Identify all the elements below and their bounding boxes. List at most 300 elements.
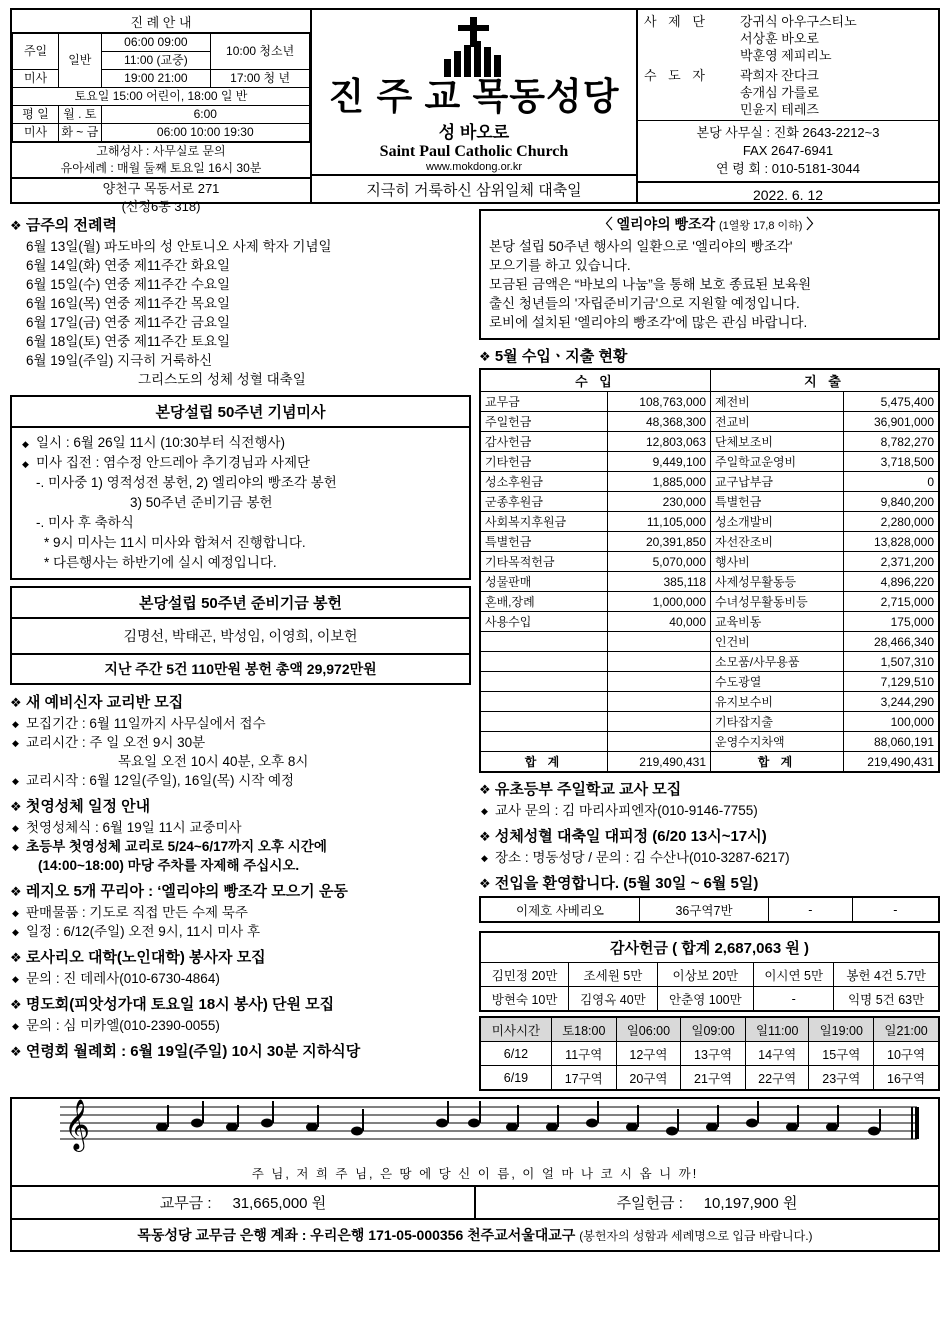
schedule-header-cell: 미사시간: [480, 1017, 551, 1042]
weekday-label: 평 일: [13, 106, 59, 124]
section-label: 첫영성체 일정 안내: [25, 798, 151, 815]
sunday-school-title: [479, 778, 940, 799]
table-row: [481, 963, 938, 987]
weekly-calendar-label: 금주의 전례력: [25, 217, 117, 234]
thanks-cell: 방현숙 10만: [481, 987, 569, 1011]
list-item: -. 미사중 1) 영적성전 봉헌, 2) 엘리야의 빵조각 봉헌: [36, 475, 337, 490]
mass-time-3: 19:00 21:00: [101, 70, 211, 88]
expense-name: 행사비: [711, 552, 844, 572]
schedule-header-cell: 일06:00: [616, 1017, 681, 1042]
bulletin-body: [10, 209, 940, 1091]
table-header-row: [480, 1017, 939, 1042]
income-name: 성소후원금: [480, 472, 608, 492]
expense-amount: 4,896,220: [844, 572, 940, 592]
expense-amount: 2,715,000: [844, 592, 940, 612]
list-item: 6월 13일(월) 파도바의 성 안토니오 사제 학자 기념일: [26, 239, 332, 254]
transfer-table: [479, 896, 940, 923]
income-name: 교무금: [480, 392, 608, 412]
anniversary-mass-body: [12, 428, 469, 578]
income-name: [480, 692, 608, 712]
diamond-bullet-icon: ❖: [479, 349, 491, 364]
income-name: 사용수입: [480, 612, 608, 632]
thanks-cell: 김영옥 40만: [569, 987, 657, 1011]
finance-section-title: [479, 345, 940, 366]
income-amount: 11,105,000: [608, 512, 711, 532]
list-item: ◆ 일정 : 6/12(주일) 오전 9시, 11시 미사 후: [10, 922, 471, 941]
section-label: 성체성혈 대축일 대피정 (6/20 13시~17시): [494, 828, 767, 845]
weekday-label-2: 미사: [13, 124, 59, 142]
office-contact: [638, 120, 938, 181]
rosario-section-title: [10, 946, 471, 967]
expense-name: 제전비: [711, 392, 844, 412]
diamond-bullet-icon: ❖: [10, 218, 22, 233]
sunday-offering-value: 10,197,900 원: [703, 1195, 798, 1212]
schedule-header-cell: 일21:00: [874, 1017, 939, 1042]
weekday-time-1: 6:00: [101, 106, 309, 124]
expense-name: 전교비: [711, 412, 844, 432]
income-amount: [608, 672, 711, 692]
table-row: [480, 432, 939, 452]
weekly-calendar-title: [10, 214, 471, 235]
retreat-list: [479, 848, 940, 867]
list-item: 그리스도의 성체 성혈 대축일: [138, 372, 306, 387]
mass-time-2: 11:00 (교중): [101, 52, 211, 70]
income-name: 혼배,장례: [480, 592, 608, 612]
table-row: [480, 692, 939, 712]
anniversary-mass-list: [20, 433, 461, 573]
income-amount: 5,070,000: [608, 552, 711, 572]
table-row: [13, 70, 310, 88]
expense-amount: 3,244,290: [844, 692, 940, 712]
income-amount: 40,000: [608, 612, 711, 632]
first-communion-list: [10, 818, 471, 875]
expense-amount: 2,280,000: [844, 512, 940, 532]
thanks-cell: 봉헌 4건 5.7만: [834, 963, 938, 987]
table-row: [13, 34, 310, 52]
anniversary-mass-title: 본당설립 50주년 기념미사: [12, 397, 469, 428]
schedule-header-cell: 토18:00: [551, 1017, 616, 1042]
table-row: [13, 106, 310, 124]
schedule-cell: 22구역: [745, 1066, 809, 1091]
income-amount: [608, 692, 711, 712]
left-column: [10, 209, 471, 1091]
list-item: ◆ 미사 집전 : 염수정 안드레아 추기경님과 사제단: [20, 453, 461, 473]
spacer: [644, 30, 740, 47]
confession-note: 고해성사 : 사무실로 문의: [12, 142, 310, 160]
bulletin-header: [10, 8, 940, 214]
rosario-list: [10, 969, 471, 988]
clergy-group-religious: [644, 67, 932, 84]
clergy-label-priests: 사 제 단: [644, 14, 709, 29]
elijah-bread-line: 본당 설립 50주년 행사의 일환으로 '엘리야의 빵조각': [489, 239, 793, 254]
schedule-cell: 16구역: [874, 1066, 939, 1091]
schedule-header-cell: 일11:00: [745, 1017, 809, 1042]
church-address-line1: 양천구 목동서로 271: [12, 177, 310, 199]
schedule-cell: 21구역: [681, 1066, 746, 1091]
mass-time-young-adult: 17:00 청 년: [211, 70, 310, 88]
legion-list: [10, 903, 471, 941]
expense-name: 운영수지차액: [711, 732, 844, 752]
myeongdohoe-section-title: [10, 993, 471, 1014]
table-row: [480, 412, 939, 432]
feast-title: 지극히 거룩하신 삼위일체 대축일: [312, 174, 636, 202]
elijah-bread-line: 모으기를 하고 있습니다.: [489, 258, 631, 273]
income-amount: 108,763,000: [608, 392, 711, 412]
list-item: ◆ 교리시작 : 6월 12일(주일), 16일(목) 시작 예정: [10, 771, 471, 790]
first-communion-section-title: [10, 795, 471, 816]
bank-account-row: [10, 1220, 940, 1252]
income-name: [480, 652, 608, 672]
schedule-cell: 15구역: [809, 1042, 874, 1066]
sunday-offering-label: 주일헌금 :: [616, 1195, 683, 1212]
income-amount: [608, 652, 711, 672]
table-header-row: [480, 369, 939, 392]
church-name-english: Saint Paul Catholic Church: [379, 143, 569, 160]
income-name: 기타헌금: [480, 452, 608, 472]
income-name: 사회복지후원금: [480, 512, 608, 532]
catechumen-list: [10, 714, 471, 790]
table-row: [480, 552, 939, 572]
table-row: [480, 672, 939, 692]
weekday-time-2: 06:00 10:00 19:30: [101, 124, 309, 142]
list-item: 목요일 오전 10시 40분, 오후 8시: [118, 754, 309, 769]
income-amount: 1,885,000: [608, 472, 711, 492]
weekly-calendar-list: [10, 237, 471, 389]
elijah-bread-title-end: 〉: [806, 216, 821, 232]
income-amount: 12,803,063: [608, 432, 711, 452]
expense-name: 단체보조비: [711, 432, 844, 452]
section-label: 전입을 환영합니다. (5월 30일 ~ 6월 5일): [494, 875, 759, 892]
list-item: 6월 17일(금) 연중 제11주간 금요일: [26, 315, 230, 330]
schedule-cell: 12구역: [616, 1042, 681, 1066]
income-amount: 230,000: [608, 492, 711, 512]
section-label: 로사리오 대학(노인대학) 봉사자 모집: [25, 949, 266, 966]
diamond-bullet-icon: ❖: [10, 695, 22, 710]
elijah-bread-line: 모금된 금액은 “바보의 나눔”을 통해 보호 종료된 보육원: [489, 277, 812, 292]
list-item: ◆ 교사 문의 : 김 마리사피엔자(010-9146-7755): [479, 801, 940, 820]
expense-header: 지 출: [711, 369, 940, 392]
clergy-row: [644, 30, 932, 47]
section-label: 연령회 월례회 : 6월 19일(주일) 10시 30분 지하식당: [25, 1043, 361, 1060]
expense-amount: 8,782,270: [844, 432, 940, 452]
table-row: [13, 88, 310, 106]
thanks-cell: 김민정 20만: [481, 963, 569, 987]
spacer: [644, 84, 740, 101]
elijah-bread-citation: (1열왕 17,8 이하): [718, 220, 803, 232]
schedule-cell: 11구역: [551, 1042, 616, 1066]
list-item: ◆ 판매물품 : 기도로 직접 만든 수제 묵주: [10, 903, 471, 922]
table-row: [480, 712, 939, 732]
clergy-priest-3: 박훈영 제피리노: [740, 48, 832, 63]
table-row: [481, 987, 938, 1011]
income-header: 수 입: [480, 369, 711, 392]
schedule-header-cell: 일19:00: [809, 1017, 874, 1042]
fund-offering-title: 본당설립 50주년 준비기금 봉헌: [12, 588, 469, 619]
income-amount: [608, 632, 711, 652]
mass-label-misa: 미사: [13, 70, 59, 88]
mass-time-youth: 10:00 청소년: [211, 34, 310, 70]
fund-offering-box: [10, 586, 471, 685]
thanks-cell: 조세원 5만: [569, 963, 657, 987]
table-row: [480, 612, 939, 632]
expense-name: 주일학교운영비: [711, 452, 844, 472]
table-row: [480, 1066, 939, 1091]
table-row: [480, 732, 939, 752]
schedule-cell: 23구역: [809, 1066, 874, 1091]
religious-1: 곽희자 잔다크: [740, 68, 819, 83]
fund-offering-total: 지난 주간 5건 110만원 봉헌 총액 29,972만원: [12, 653, 469, 683]
income-total-amount: 219,490,431: [608, 752, 711, 773]
expense-amount: 1,507,310: [844, 652, 940, 672]
income-amount: 48,368,300: [608, 412, 711, 432]
sunday-school-list: [479, 801, 940, 820]
income-name: [480, 632, 608, 652]
legion-section-title: [10, 880, 471, 901]
income-name: 성물판매: [480, 572, 608, 592]
church-address-line2: (신정6동 318): [121, 199, 201, 214]
transfer-welcome-title: [479, 872, 940, 893]
schedule-header-cell: 일09:00: [681, 1017, 746, 1042]
bulletin-date: 2022. 6. 12: [638, 181, 938, 207]
yeonryeonghoe-meeting-title: [10, 1040, 471, 1061]
section-label: 5월 수입ㆍ지출 현황: [494, 348, 628, 365]
diamond-bullet-icon: ❖: [479, 876, 491, 891]
church-logo-icon: [384, 15, 564, 77]
schedule-cell: 17구역: [551, 1066, 616, 1091]
section-label: 유초등부 주일학교 교사 모집: [494, 781, 682, 798]
clergy-priest-2: 서상훈 바오로: [740, 31, 819, 46]
schedule-cell: 13구역: [681, 1042, 746, 1066]
thanks-cell: -: [754, 987, 834, 1011]
anniversary-mass-box: [10, 395, 471, 580]
income-amount: 9,449,100: [608, 452, 711, 472]
table-row: [480, 472, 939, 492]
mass-schedule-title: 진 례 안 내: [12, 10, 310, 33]
expense-amount: 5,475,400: [844, 392, 940, 412]
offering-summary: [10, 1187, 940, 1220]
transfer-district: 36구역7반: [640, 897, 769, 922]
treble-clef-icon: 𝄞: [64, 1099, 91, 1150]
income-amount: 1,000,000: [608, 592, 711, 612]
expense-name: 수녀성무활동비등: [711, 592, 844, 612]
weekday-days-1: 월 . 토: [59, 106, 101, 124]
list-item: 6월 16일(목) 연중 제11주간 목요일: [26, 296, 230, 311]
office-fax: FAX 2647-6941: [742, 143, 834, 158]
table-row: [480, 452, 939, 472]
table-row: [13, 124, 310, 142]
expense-total-label: 합 계: [711, 752, 844, 773]
expense-name: 소모품/사무용품: [711, 652, 844, 672]
income-name: [480, 712, 608, 732]
table-row: [480, 532, 939, 552]
expense-name: 자선잔조비: [711, 532, 844, 552]
list-item: ◆ 일시 : 6월 26일 11시 (10:30부터 식전행사): [20, 433, 461, 453]
expense-name: 특별헌금: [711, 492, 844, 512]
income-name: 기타목적헌금: [480, 552, 608, 572]
list-item: ◆ 초등부 첫영성체 교리로 5/24~6/17까지 오후 시간에: [10, 837, 471, 856]
thanks-offering-title: 감사헌금 ( 합계 2,687,063 원 ): [481, 933, 938, 963]
income-name: [480, 672, 608, 692]
table-row: [480, 1042, 939, 1066]
income-name: 특별헌금: [480, 532, 608, 552]
schedule-date: 6/12: [480, 1042, 551, 1066]
expense-name: 기타잡지출: [711, 712, 844, 732]
church-website[interactable]: www.mokdong.or.kr: [426, 161, 522, 173]
table-row: [480, 572, 939, 592]
clergy-label-religious: 수 도 자: [644, 68, 709, 83]
expense-name: 유지보수비: [711, 692, 844, 712]
expense-name: 교육비동: [711, 612, 844, 632]
clergy-row: [644, 47, 932, 64]
thanks-cell: 익명 5건 63만: [834, 987, 938, 1011]
income-amount: [608, 732, 711, 752]
table-total-row: [480, 752, 939, 773]
expense-name: 인건비: [711, 632, 844, 652]
diamond-bullet-icon: ❖: [479, 829, 491, 844]
thanks-cell: 이상보 20만: [657, 963, 754, 987]
section-label: 새 예비신자 교리반 모집: [25, 694, 184, 711]
baptism-note: 유아세례 : 매월 둘째 토요일 16시 30분: [60, 161, 262, 175]
section-label: 명도회(피앗성가대 토요일 18시 봉사) 단원 모집: [25, 996, 335, 1013]
list-item: ◆ 문의 : 진 데레사(010-6730-4864): [10, 969, 471, 988]
expense-name: 교구납부금: [711, 472, 844, 492]
list-item: -. 미사 후 축하식: [36, 515, 134, 530]
list-item: ◆ 모집기간 : 6월 11일까지 사무실에서 접수: [10, 714, 471, 733]
diamond-bullet-icon: ❖: [10, 997, 22, 1012]
table-row: [480, 632, 939, 652]
table-row: [480, 652, 939, 672]
expense-total-amount: 219,490,431: [844, 752, 940, 773]
mass-day-sunday: 주일: [13, 34, 59, 70]
thanks-cell: 안춘영 100만: [657, 987, 754, 1011]
church-name: 진 주 교 목동성당: [328, 76, 620, 117]
office-phone: 본당 사무실 : 진화 2643-2212~3: [696, 125, 880, 140]
retreat-title: [479, 825, 940, 846]
income-amount: [608, 712, 711, 732]
income-name: [480, 732, 608, 752]
clergy-group-priests: [644, 13, 932, 30]
religious-2: 송개심 가를로: [740, 85, 819, 100]
list-item: 6월 19일(주일) 지극히 거룩하신: [26, 353, 213, 368]
expense-amount: 0: [844, 472, 940, 492]
expense-amount: 3,718,500: [844, 452, 940, 472]
diamond-bullet-icon: ❖: [10, 1044, 22, 1059]
income-amount: 385,118: [608, 572, 711, 592]
list-item: (14:00~18:00) 마당 주차를 자제해 주십시오.: [38, 858, 300, 873]
list-item: 3) 50주년 준비기금 봉헌: [130, 495, 273, 510]
gyomugeum-summary: [12, 1187, 476, 1218]
income-total-label: 합 계: [480, 752, 608, 773]
expense-amount: 175,000: [844, 612, 940, 632]
fund-offering-names: 김명선, 박태곤, 박성임, 이영희, 이보헌: [123, 628, 358, 644]
section-label: 레지오 5개 꾸리아 : ‘엘리야의 빵조각 모으기 운동: [25, 883, 348, 900]
table-row: [480, 512, 939, 532]
bank-account-note: (봉헌자의 성함과 세례명으로 입금 바랍니다.): [579, 1229, 813, 1243]
church-identity-panel: [312, 10, 638, 202]
income-name: 감사헌금: [480, 432, 608, 452]
church-patron: 성 바오로: [438, 123, 510, 142]
thanks-cell: 이시연 5만: [754, 963, 834, 987]
spacer: [644, 47, 740, 64]
hymn-lyrics: 주 님, 저 희 주 님, 은 땅 에 당 신 이 름, 이 얼 마 나 코 시 옵 니 까!: [251, 1167, 699, 1181]
right-column: [479, 209, 940, 1091]
elijah-bread-title: [481, 211, 938, 237]
list-item: * 다른행사는 하반기에 실시 예정입니다.: [44, 555, 277, 570]
elijah-bread-line: 로비에 설치된 '엘리야의 빵조각'에 많은 관심 바랍니다.: [489, 315, 808, 330]
table-row: [480, 897, 939, 922]
expense-amount: 88,060,191: [844, 732, 940, 752]
list-item: ◆ 장소 : 명동성당 / 문의 : 김 수산나(010-3287-6217): [479, 848, 940, 867]
expense-amount: 9,840,200: [844, 492, 940, 512]
mass-type-general: 일반: [59, 34, 101, 88]
transfer-name: 이제호 사베리오: [480, 897, 640, 922]
religious-3: 민윤지 테레즈: [740, 102, 819, 117]
expense-name: 성소개발비: [711, 512, 844, 532]
income-name: 군종후원금: [480, 492, 608, 512]
thanks-offering-box: [479, 931, 940, 1012]
diamond-bullet-icon: ❖: [10, 799, 22, 814]
weekday-days-2: 화 ~ 금: [59, 124, 101, 142]
expense-amount: 13,828,000: [844, 532, 940, 552]
gyomugeum-value: 31,665,000 원: [232, 1195, 327, 1212]
clergy-row: [644, 101, 932, 118]
mass-saturday-row: 토요일 15:00 어린이, 18:00 일 반: [13, 88, 310, 106]
mass-time-1: 06:00 09:00: [101, 34, 211, 52]
expense-amount: 28,466,340: [844, 632, 940, 652]
expense-amount: 36,901,000: [844, 412, 940, 432]
list-item: 6월 15일(수) 연중 제11주간 수요일: [26, 277, 230, 292]
sunday-offering-summary: [476, 1187, 938, 1218]
clergy-row: [644, 84, 932, 101]
expense-amount: 7,129,510: [844, 672, 940, 692]
elijah-bread-title-text: 〈 엘리야의 빵조각: [598, 216, 716, 232]
elijah-bread-box: [479, 209, 940, 340]
gyomugeum-label: 교무금 :: [159, 1195, 212, 1212]
district-schedule-table: [479, 1016, 940, 1091]
transfer-col4: -: [852, 897, 939, 922]
list-item: * 9시 미사는 11시 미사와 합쳐서 진행합니다.: [44, 535, 306, 550]
income-amount: 20,391,850: [608, 532, 711, 552]
table-row: [480, 592, 939, 612]
expense-amount: 2,371,200: [844, 552, 940, 572]
diamond-bullet-icon: ❖: [10, 950, 22, 965]
music-staff-icon: [12, 1099, 940, 1157]
spacer: [644, 101, 740, 118]
diamond-bullet-icon: ❖: [479, 782, 491, 797]
finance-table: [479, 368, 940, 773]
list-item: 6월 18일(토) 연중 제11주간 토요일: [26, 334, 230, 349]
schedule-cell: 20구역: [616, 1066, 681, 1091]
mass-schedule-table: [12, 33, 310, 142]
diamond-bullet-icon: ❖: [10, 884, 22, 899]
hymn-score: [10, 1097, 940, 1187]
expense-name: 수도광열: [711, 672, 844, 692]
list-item: 6월 14일(화) 연중 제11주간 화요일: [26, 258, 230, 273]
clergy-contact-panel: [638, 10, 938, 202]
yeonryeonghoe-phone: 연 령 회 : 010-5181-3044: [716, 161, 860, 176]
income-name: 주일헌금: [480, 412, 608, 432]
mass-schedule-panel: [12, 10, 312, 214]
transfer-col3: -: [769, 897, 853, 922]
table-row: [480, 492, 939, 512]
clergy-priest-1: 강귀식 아우구스티노: [740, 14, 857, 29]
thanks-offering-table: [481, 963, 938, 1010]
elijah-bread-line: 출신 청년들의 '자립준비기금'으로 지원할 예정입니다.: [489, 296, 800, 311]
list-item: ◆ 첫영성체식 : 6월 19일 11시 교중미사: [10, 818, 471, 837]
expense-amount: 100,000: [844, 712, 940, 732]
schedule-date: 6/19: [480, 1066, 551, 1091]
schedule-cell: 14구역: [745, 1042, 809, 1066]
